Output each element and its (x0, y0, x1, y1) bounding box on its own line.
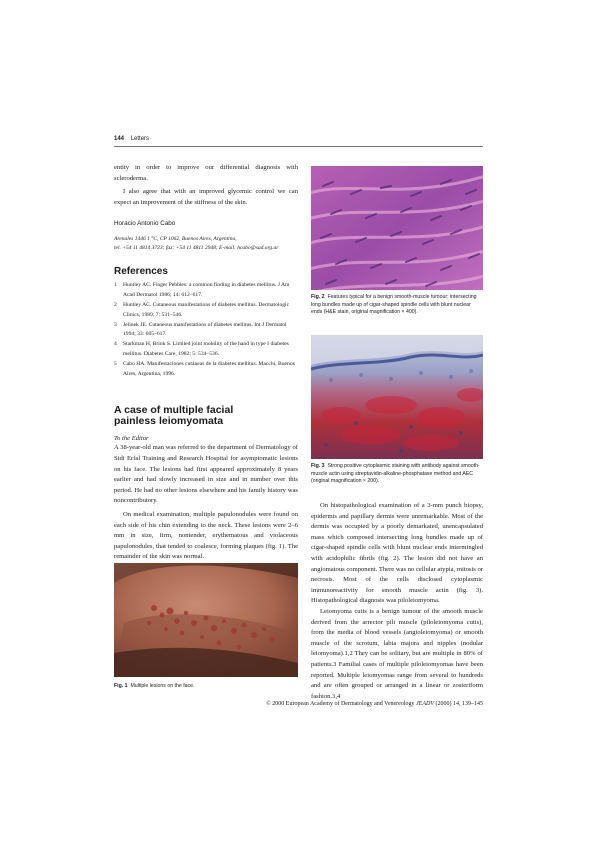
running-header (114, 136, 149, 142)
left-column (114, 163, 298, 563)
letter-paragraph: entity in order to improve our differential diagnosis with scleroderma. (114, 164, 298, 182)
figure-3-caption: Fig. 3 Strong positive cytoplasmic staining with antibody against smooth-muscle actin using streptavidin-alkaline-phosphatase method and AEC (original magnification × 200). (311, 463, 480, 485)
actin-stain-image (311, 335, 483, 459)
figure-2-caption: Fig. 2 Features typical for a benign smooth-muscle tumour; intersecting long bundles made up of cigar-shaped spindle cells with blunt nuclear ends (H&E stain, original magnification × 400). (311, 294, 477, 316)
header-rule (114, 146, 483, 147)
author-name: Horacio Antonio Cabo (114, 220, 176, 228)
right-column-text (311, 501, 483, 702)
journal-name: JEADV (416, 701, 434, 707)
citation: (2000) 14, 139–145 (435, 701, 483, 707)
article-paragraph: A 38-year-old man was referred to the department of Dermatology of Sidi Erfal Training and Research Hospital for asymptomatic lesions on his face. The lesions had first appeared approximately 8 years earlier and had slowly increased in size and in number over this period. He had no other lesions elsewhere and his family history was noncontributory. (114, 444, 298, 505)
figure-1-caption: Fig. 1 Multiple lesions on the face. (114, 683, 195, 689)
page-footer (266, 701, 483, 707)
article-paragraph: Leiomyoma cutis is a benign tumour of the smooth muscle derived from the arrector pili muscle (piloleiomyoma cutis), from the media of blood vessels (angioleiomyoma) or smooth muscle of the scrotum, labia majora and nipples (nodular leiomyoma).1,2 They can be solitary, but are multiple in 80% of patients.3 Familial cases of multiple piloleiomyomas have been reported. Multiple leiomyomas range from several to hundreds and are often grouped or arranged in a linear or zosteriform fashion.3,4 (311, 607, 483, 700)
article-paragraph: On medical examination, multiple papulonodules were found on each side of his chin extending to the neck. These lesions were 2–6 mm in size, firm, nontender, erythematous and violaceous papulonodules, that tended to coalesce, forming plaques (fig. 1). The remainder of the skin was normal. (114, 510, 298, 561)
author-address: Arenales 1446 1 °C, CP 1062, Buenos Aires, Argentina, (114, 236, 237, 243)
copyright: © 2000 European Academy of Dermatology and Venereology (266, 701, 415, 707)
page-number: 144 (114, 136, 125, 142)
he-stain-image (311, 166, 483, 290)
references-heading: References (114, 266, 168, 278)
reference-item: 3 Jelinek JE. Cutaneous manifestations of diabetes mellitus. Int J Dermatol 1994; 33: 605–617. (114, 321, 287, 338)
reference-item: 4 Starkman H, Brink S. Limited joint mobility of the hand in type I diabetes mellitus. Diabetes Care, 1982; 5: 534–536. (114, 341, 289, 357)
figure-2-histology (311, 166, 483, 290)
article-paragraph: On histopathological examination of a 3-mm punch biopsy, epidermis and papillary dermis were unremarkable. Most of the dermis was occupied by a poorly demarkated, unencapsulated mass which composed intersecting long bundles made up of cigar-shaped spindle cells with blunt nuclear ends intermingled with acidophilic fibrils (fig. 2). The lesion did not have an angiomatous component. There was no cellular atypia, mitosis or necrosis. Most of the cells disclosed cytoplasmic immunoreactivity for smooth muscle actin (fig. 3). Histopathological diagnosis was piloleiomyoma. (311, 502, 484, 605)
letter-paragraph: I also agree that with an improved glycemic control we can expect an improvement of the stiffness of the skin. (114, 188, 298, 206)
section-name: Letters (130, 136, 150, 142)
reference-item: 5 Cabo HA. Manifestaciones cutáneas de la diabetes mellitus. Macchi, Buenos Aires, Argentina, 1996. (114, 360, 295, 377)
figure-1-photo (114, 563, 298, 677)
reference-item: 1 Huntley AC. Finger Pebbles: a common finding in diabetes mellitus. J Am Acad Dermatol 1986; 14: 612–617. (114, 282, 290, 299)
article-title: A case of multiple facial painless leiomyomata (114, 404, 234, 428)
author-contact: tel. +54 11 4814 3723; fax: +54 11 4811 2948; E-mail: hcabo@sad.org.ar (114, 245, 279, 252)
salutation: To the Editor (114, 435, 149, 443)
face-photo-image (114, 563, 298, 677)
reference-item: 2 Huntley AC. Cutaneous manifestations of diabetes mellitus. Dermatologic Clinics, 1989; 7: 531–546. (114, 301, 290, 318)
figure-3-immunostain (311, 335, 483, 459)
